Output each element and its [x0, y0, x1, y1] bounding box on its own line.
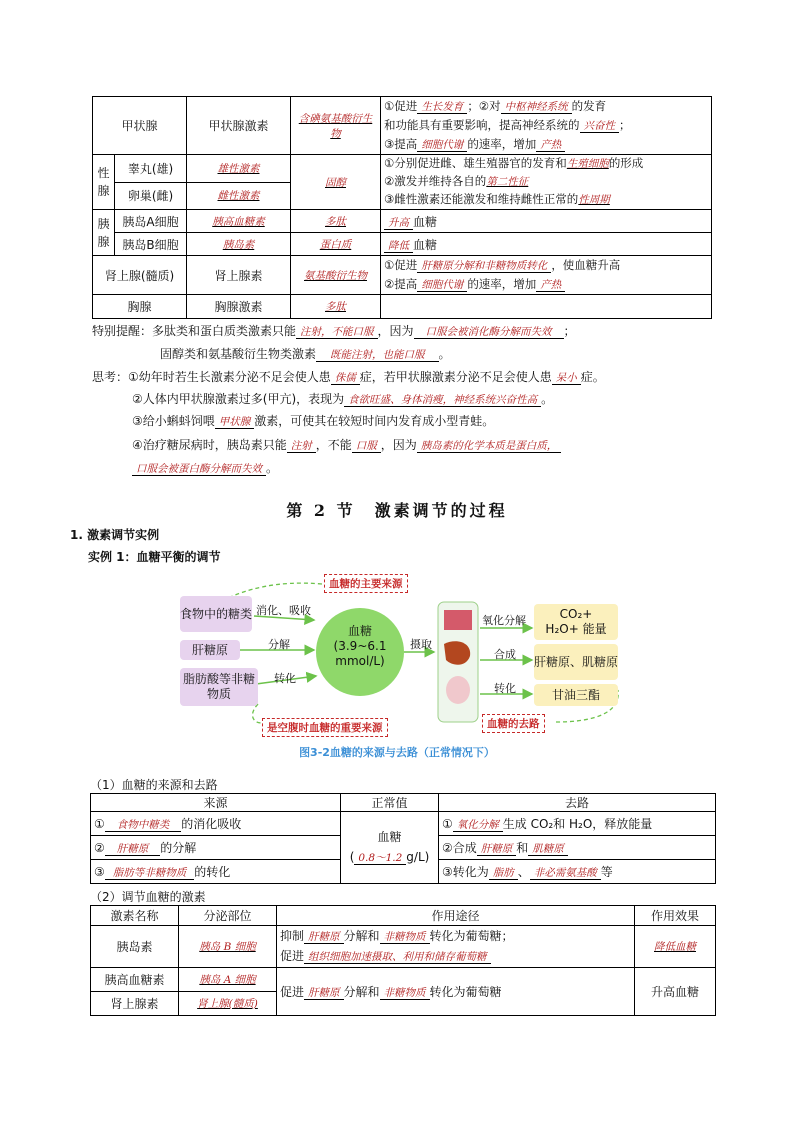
row-b-cell: 胰岛B细胞 胰岛素 蛋白质 降低 血糖	[93, 233, 712, 256]
nature-adrenal: 氨基酸衍生物	[304, 269, 367, 282]
answer: 食物中糖类	[105, 819, 182, 832]
gland-thymus: 胸腺	[93, 295, 187, 319]
glucose-label: 血糖 (3.9~6.1 mmol/L)	[333, 624, 387, 668]
product-energy-box: CO₂+ H₂O+ 能量	[534, 604, 618, 640]
fat-tissue-icon	[446, 676, 470, 704]
a-cell: 胰岛A细胞	[115, 210, 187, 233]
section-title: 第 2 节 激素调节的过程	[286, 501, 508, 520]
header-source: 来源	[91, 794, 341, 812]
fat-box: 脂肪酸等非糖物质	[180, 668, 258, 706]
answer: 肝糖原	[304, 987, 344, 1000]
answer: 非必需氨基酸	[530, 867, 601, 880]
header-normal: 正常值	[341, 794, 439, 812]
answer: 组织细胞加速摄取、利用和储存葡萄糖	[304, 951, 491, 964]
hormone-thymus: 胸腺激素	[187, 295, 291, 319]
answer: 注射	[287, 440, 316, 453]
answer: 第二性征	[486, 176, 529, 188]
label-convert2: 转化	[494, 682, 516, 695]
source-1: ① 食物中糖类 的消化吸收	[91, 812, 341, 836]
thinking-q2: ②人体内甲状腺激素过多(甲亢)，表现为 食欲旺盛、身体消瘦，神经系统兴奋性高 。	[132, 392, 554, 406]
source-2: ② 肝糖原 的分解	[91, 836, 341, 860]
row-thyroid	[93, 97, 712, 155]
answer: 生殖细胞	[566, 158, 609, 170]
header-name: 激素名称	[91, 906, 179, 926]
ovary: 卵巢(雌)	[115, 182, 187, 210]
answer: 肝糖原分解和非糖物质转化	[417, 260, 551, 273]
answer: 肝糖原	[304, 931, 344, 944]
muscle-tissue-icon	[444, 610, 472, 630]
glycogen-box: 肝糖原	[180, 640, 240, 660]
row-adrenal	[93, 256, 712, 295]
answer: 口服会被蛋白酶分解而失效	[132, 463, 266, 476]
adrenaline: 肾上腺素	[91, 992, 179, 1016]
answer: 肌糖原	[528, 843, 568, 856]
glucagon-site: 胰岛 A 细胞	[199, 974, 256, 986]
label-convert: 转化	[274, 672, 296, 685]
answer: 食欲旺盛、身体消瘦，神经系统兴奋性高	[344, 394, 541, 407]
answer: 肝糖原	[105, 843, 161, 856]
answer: 非糖物质	[380, 931, 430, 944]
testis: 睾丸(雄)	[115, 155, 187, 183]
ovary-hormone: 雌性激素	[217, 190, 260, 203]
a-nature: 多肽	[325, 215, 346, 228]
subheading-1: （1）血糖的来源和去路	[90, 778, 218, 792]
heading-2: 实例 1：血糖平衡的调节	[88, 550, 221, 564]
answer: 注射，不能口服	[296, 326, 378, 339]
effect-sex: ①分别促进雌、雄生殖器官的发育和生殖细胞的形成 ②激发并维持各自的第二性征 ③雌性激素还能激发和维持雌性正常的性周期	[381, 155, 712, 210]
food-box: 食物中的糖类	[180, 596, 252, 632]
whereabouts-2: ②合成 肝糖原 和 肌糖原	[439, 836, 716, 860]
b-cell: 胰岛B细胞	[115, 233, 187, 256]
answer: 0.8～1.2	[354, 852, 406, 865]
header-path: 作用途径	[277, 906, 635, 926]
fasting-source-tag: 是空腹时血糖的重要来源	[262, 718, 388, 737]
insulin-effect: 降低血糖	[654, 941, 696, 953]
gland-adrenal: 肾上腺(髓质)	[93, 256, 187, 295]
insulin-site: 胰岛 B 细胞	[199, 941, 256, 953]
b-nature: 蛋白质	[319, 238, 352, 251]
thinking-q4-cont: 口服会被蛋白酶分解而失效 。	[132, 459, 278, 476]
header-site: 分泌部位	[179, 906, 277, 926]
raise-path: 促进 肝糖原 分解和 非糖物质 转化为葡萄糖	[277, 968, 635, 1016]
row-thymus	[93, 295, 712, 319]
answer: 降低	[384, 240, 413, 253]
figure-caption: 图3-2血糖的来源与去路（正常情况下）	[299, 746, 495, 759]
answer: 胰岛素的化学本质是蛋白质，	[417, 440, 562, 453]
label-oxidize: 氧化分解	[482, 614, 526, 627]
testis-hormone: 雄性激素	[217, 162, 260, 175]
product-triglyceride-box: 甘油三酯	[534, 684, 618, 706]
raise-effect: 升高血糖	[635, 968, 716, 1016]
hormone-thyroid: 甲状腺激素	[187, 97, 291, 155]
answer: 肝糖原	[477, 843, 517, 856]
answer: 既能注射，也能口服	[316, 349, 439, 362]
answer: 甲状腺	[215, 416, 255, 429]
answer: 氧化分解	[453, 819, 503, 832]
answer: 产热	[536, 139, 565, 152]
gland-thyroid: 甲状腺	[93, 97, 187, 155]
effect-thyroid: ①促进 生长发育 ；②对 中枢神经系统 的发育 和功能具有重要影响，提高神经系统的 兴奋性 ； ③提高 细胞代谢 的速率，增加 产热	[381, 97, 712, 155]
gland-sex: 性腺	[93, 155, 115, 210]
answer: 升高	[384, 217, 413, 230]
whereabouts-3: ③转化为 脂肪 、 非必需氨基酸 等	[439, 860, 716, 884]
answer: 细胞代谢	[417, 139, 467, 152]
a-hormone: 胰高血糖素	[212, 215, 265, 228]
thinking-q3: ③给小蝌蚪饲喂 甲状腺 激素，可使其在较短时间内发育成小型青蛙。	[132, 414, 495, 428]
insulin: 胰岛素	[91, 926, 179, 968]
heading-1: 1. 激素调节实例	[70, 528, 160, 542]
label-digest: 消化、吸收	[256, 604, 311, 617]
reminder-line-2: 固醇类和氨基酸衍生物类激素 既能注射，也能口服 。	[160, 347, 451, 361]
subheading-2: （2）调节血糖的激素	[90, 890, 206, 904]
endocrine-table	[92, 96, 712, 319]
whereabouts-tag: 血糖的去路	[482, 714, 545, 733]
answer: 脂肪	[489, 867, 518, 880]
normal-value: 血糖 ( 0.8～1.2 g/L)	[341, 812, 439, 884]
label-uptake: 摄取	[410, 638, 432, 651]
source-3: ③ 脂肪等非糖物质 的转化	[91, 860, 341, 884]
answer: 兴奋性	[580, 120, 620, 133]
answer: 生长发育	[417, 101, 467, 114]
reminder-line-1: 特别提醒：多肽类和蛋白质类激素只能 注射，不能口服 ，因为 口服会被消化酶分解而失效 ；	[92, 324, 576, 338]
row-glucagon	[91, 968, 716, 992]
label-synthesis: 合成	[494, 648, 516, 661]
product-glycogen-box: 肝糖原、肌糖原	[534, 644, 618, 680]
adrenaline-site: 肾上腺(髓质)	[197, 998, 258, 1010]
row-insulin	[91, 926, 716, 968]
answer: 侏儒	[331, 372, 360, 385]
thinking-q4: ④治疗糖尿病时，胰岛素只能 注射 ，不能 口服 ，因为 胰岛素的化学本质是蛋白质，	[132, 436, 561, 453]
gland-pancreas: 胰腺	[93, 210, 115, 256]
label-decompose: 分解	[268, 638, 290, 651]
answer: 呆小	[552, 372, 581, 385]
glucose-source-table	[90, 793, 716, 884]
nature-thyroid: 含碘氨基酸衍生物	[298, 112, 373, 140]
glucose-hormone-table	[90, 905, 716, 1016]
answer: 口服	[352, 440, 381, 453]
answer: 细胞代谢	[417, 279, 467, 292]
main-source-tag: 血糖的主要来源	[324, 574, 408, 593]
row-testis	[93, 155, 712, 183]
answer: 产热	[536, 279, 565, 292]
answer: 脂肪等非糖物质	[105, 867, 195, 880]
effect-adrenal: ①促进 肝糖原分解和非糖物质转化 ，使血糖升高 ②提高 细胞代谢 的速率，增加 产热	[381, 256, 712, 295]
answer: 中枢神经系统	[501, 101, 572, 114]
whereabouts-1: ① 氧化分解 生成 CO₂和 H₂O，释放能量	[439, 812, 716, 836]
answer: 口服会被消化酶分解而失效	[414, 326, 564, 339]
glucagon: 胰高血糖素	[91, 968, 179, 992]
nature-sex: 固醇	[325, 176, 346, 189]
answer: 非糖物质	[380, 987, 430, 1000]
blood-glucose-diagram	[176, 572, 626, 740]
nature-thymus: 多肽	[325, 301, 346, 313]
b-hormone: 胰岛素	[222, 238, 255, 251]
header-whereabouts: 去路	[439, 794, 716, 812]
header-effect: 作用效果	[635, 906, 716, 926]
liver-icon	[444, 641, 470, 664]
row-a-cell: 胰腺 胰岛A细胞 胰高血糖素 多肽 升高 血糖	[93, 210, 712, 233]
answer: 性周期	[578, 194, 610, 206]
hormone-adrenal: 肾上腺素	[187, 256, 291, 295]
insulin-path: 抑制 肝糖原 分解和 非糖物质 转化为葡萄糖； 促进 组织细胞加速摄取、利用和储存葡萄糖	[277, 926, 635, 968]
thinking-q1: 思考：①幼年时若生长激素分泌不足会使人患 侏儒 症，若甲状腺激素分泌不足会使人患 呆小 症。	[92, 370, 605, 384]
